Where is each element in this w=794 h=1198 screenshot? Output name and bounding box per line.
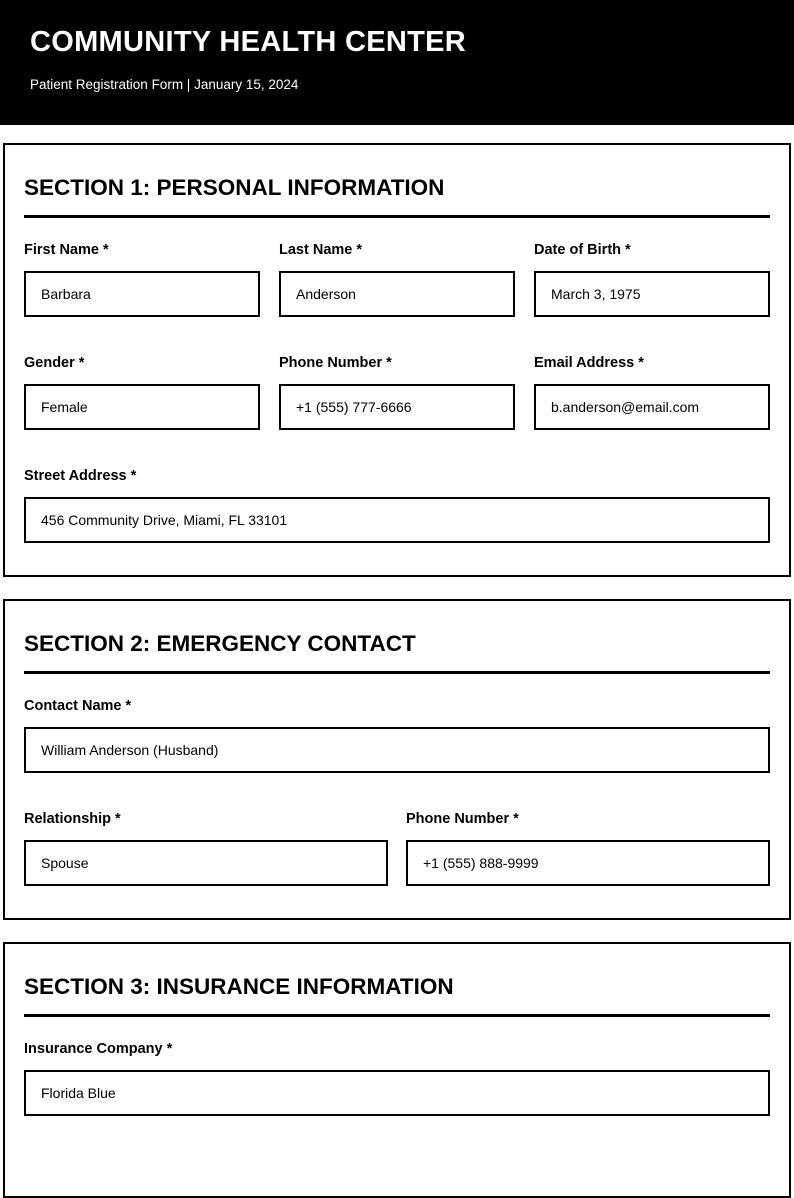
section-personal-information	[3, 143, 791, 577]
section-1-title: SECTION 1: PERSONAL INFORMATION	[24, 175, 445, 200]
email-address-input[interactable]	[534, 384, 770, 430]
field-first-name	[24, 242, 260, 317]
contact-name-label: Contact Name *	[24, 697, 132, 714]
form-header	[0, 0, 794, 125]
field-last-name	[279, 242, 515, 317]
field-contact-name	[24, 698, 770, 773]
section-emergency-contact	[3, 599, 791, 920]
contact-name-input[interactable]	[24, 727, 770, 773]
field-relationship	[24, 811, 388, 886]
section-3-title: SECTION 3: INSURANCE INFORMATION	[24, 973, 454, 999]
personal-row-2	[24, 355, 770, 430]
phone-number-label: Phone Number *	[279, 354, 392, 371]
relationship-label: Relationship *	[24, 810, 121, 827]
emergency-phone-label: Phone Number *	[406, 810, 519, 827]
field-date-of-birth	[534, 242, 770, 317]
gender-label: Gender *	[24, 354, 85, 371]
personal-row-1	[24, 242, 770, 317]
first-name-input[interactable]	[24, 271, 260, 317]
section-insurance-information	[3, 942, 791, 1198]
form-subtitle: Patient Registration Form | January 15, 2024	[30, 77, 299, 93]
insurance-company-input[interactable]	[24, 1070, 770, 1116]
form-body	[0, 143, 794, 1198]
insurance-company-label: Insurance Company *	[24, 1040, 173, 1057]
relationship-input[interactable]	[24, 840, 388, 886]
email-address-label: Email Address *	[534, 354, 644, 371]
emergency-row-2	[24, 811, 770, 886]
last-name-label: Last Name *	[279, 241, 363, 258]
clinic-title: COMMUNITY HEALTH CENTER	[30, 26, 466, 58]
field-email-address	[534, 355, 770, 430]
street-address-input[interactable]	[24, 497, 770, 543]
last-name-input[interactable]	[279, 271, 515, 317]
gender-input[interactable]	[24, 384, 260, 430]
phone-number-input[interactable]	[279, 384, 515, 430]
first-name-label: First Name *	[24, 241, 109, 258]
section-1-divider	[24, 215, 770, 218]
date-of-birth-label: Date of Birth *	[534, 241, 631, 258]
emergency-phone-input[interactable]	[406, 840, 770, 886]
section-2-title: SECTION 2: EMERGENCY CONTACT	[24, 630, 416, 656]
section-3-divider	[24, 1014, 770, 1017]
field-emergency-phone	[406, 811, 770, 886]
section-2-divider	[24, 671, 770, 674]
personal-row-3	[24, 468, 770, 543]
field-street-address	[24, 468, 770, 543]
emergency-row-1	[24, 698, 770, 773]
street-address-label: Street Address *	[24, 467, 137, 484]
date-of-birth-input[interactable]	[534, 271, 770, 317]
field-phone-number	[279, 355, 515, 430]
insurance-row-1	[24, 1041, 770, 1116]
field-gender	[24, 355, 260, 430]
field-insurance-company	[24, 1041, 770, 1116]
